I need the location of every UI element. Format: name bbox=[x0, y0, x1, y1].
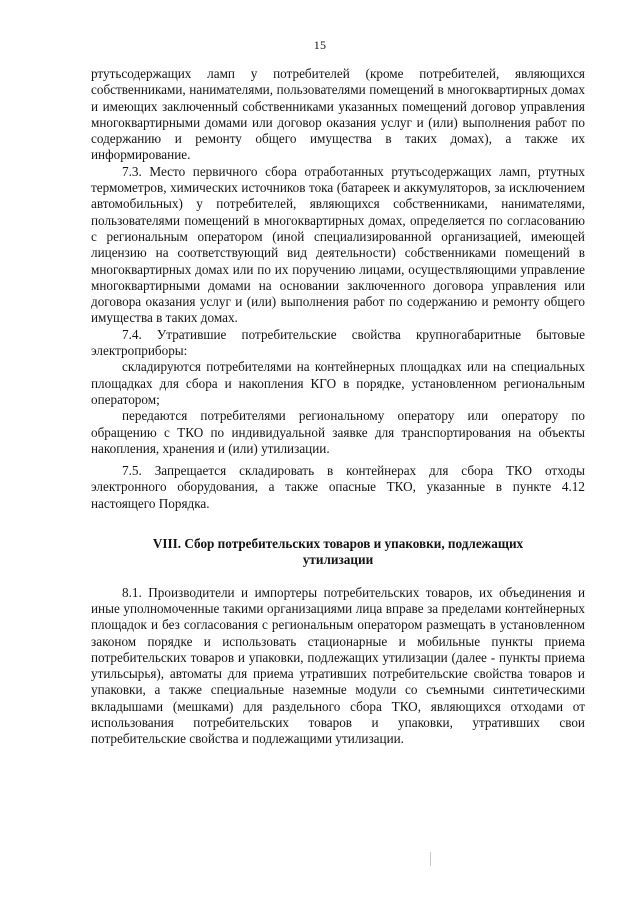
paragraph-7-3: 7.3. Место первичного сбора отработанных ртутьсодержащих ламп, ртутных термометров, химических источников тока (батареек и аккумуляторов, за исключением автомобильных) у потребителей, являющихся собственниками, нанимателями, пользователями помещений в многоквартирных домах, определяется по согласованию с региональным оператором (иной специализированной организацией, имеющей лицензию на соответствующий вид деятельности) собственниками помещений в многоквартирных домах или по их поручению лицами, осуществляющими управление многоквартирными домами на основании заключенного договора управления или договора оказания услуг и (или) выполнения работ по содержанию и ремонту общего имущества в таких домах. bbox=[91, 163, 585, 326]
paragraph-7-4: 7.4. Утратившие потребительские свойства крупногабаритные бытовые электроприборы: bbox=[91, 326, 585, 359]
paragraph-7-5: 7.5. Запрещается складировать в контейнерах для сбора ТКО отходы электронного оборудования, а также опасные ТКО, указанные в пункте 4.12 настоящего Порядка. bbox=[91, 463, 585, 511]
scan-artifact bbox=[430, 852, 431, 866]
section-heading-line-2: утилизации bbox=[302, 552, 374, 568]
section-heading-line-1: VIII. Сбор потребительских товаров и упаковки, подлежащих bbox=[152, 536, 524, 552]
section-heading bbox=[91, 536, 585, 569]
page-number: 15 bbox=[313, 38, 327, 52]
paragraph-continuation: ртутьсодержащих ламп у потребителей (кроме потребителей, являющихся собственниками, нанимателями, пользователями помещений в многоквартирных домах и имеющих заключенный собственниками указанных помещений договор управления многоквартирными домами или договор оказания услуг и (или) выполнения работ по содержанию и ремонту общего имущества в таких домах), а также их информирование. bbox=[91, 66, 585, 163]
paragraph-8-1: 8.1. Производители и импортеры потребительских товаров, их объединения и иные уполномоченные такими организациями лица вправе за пределами контейнерных площадок и без согласования с региональным оператором размещать в установленном законом порядке и использовать стационарные и мобильные пункты приема потребительских товаров и упаковки, подлежащих утилизации (далее - пункты приема утильсырья), автоматы для приема утративших потребительские свойства товаров и упаковки, а также специальные наземные модули со съемными синтетическими вкладышами (мешками) для раздельного сбора ТКО, являющихся отходами от использования потребительских товаров и упаковки, утративших свои потребительские свойства и подлежащими утилизации. bbox=[91, 584, 585, 747]
document-body bbox=[91, 66, 585, 748]
paragraph-7-4-item-2: передаются потребителями региональному оператору или оператору по обращению с ТКО по индивидуальной заявке для транспортирования на объекты накопления, хранения и (или) утилизации. bbox=[91, 408, 585, 456]
paragraph-7-4-item-1: складируются потребителями на контейнерных площадках или на специальных площадках для сбора и накопления КГО в порядке, установленном региональным оператором; bbox=[91, 359, 585, 407]
